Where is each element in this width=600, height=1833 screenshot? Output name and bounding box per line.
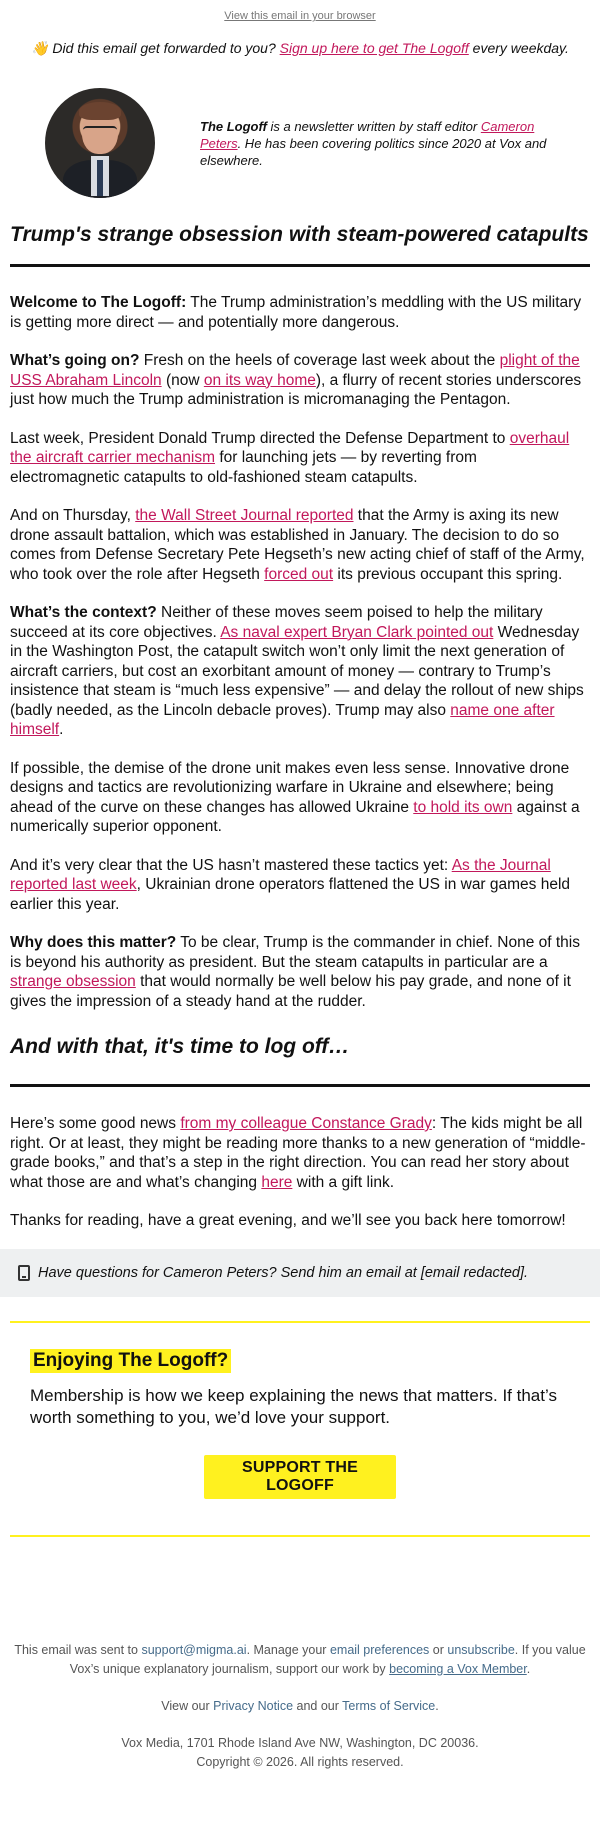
spacer — [0, 1537, 600, 1641]
text: (now — [161, 371, 204, 389]
question-box — [0, 1249, 600, 1297]
recipient-email-link[interactable]: support@migma.ai — [141, 1642, 247, 1657]
footer-notice — [10, 1641, 590, 1679]
author-link[interactable]: Cameron Peters — [200, 118, 535, 151]
text: and our — [293, 1698, 343, 1713]
author-avatar — [45, 88, 155, 198]
footer-copyright: Copyright © 2026. All rights reserved. — [196, 1754, 404, 1769]
privacy-notice-link[interactable]: Privacy Notice — [213, 1698, 294, 1713]
paragraph-good-news — [10, 1114, 590, 1192]
paragraph-context — [10, 603, 590, 740]
carrier-overhaul-link[interactable]: overhaul the aircraft carrier mechanism — [10, 429, 570, 466]
text: . Manage your — [246, 1642, 330, 1657]
author-section — [0, 84, 600, 202]
email-preferences-link[interactable]: email preferences — [329, 1642, 430, 1657]
text: And it’s very clear that the US hasn’t mastered these tactics yet: — [10, 856, 452, 874]
welcome-text: The Trump administration’s meddling with the US military is getting more direct — and potentially more dangerous. — [10, 294, 582, 331]
bryan-clark-link[interactable]: As naval expert Bryan Clark pointed out — [220, 623, 494, 641]
paragraph-drone-unit — [10, 759, 590, 837]
gift-link[interactable]: here — [261, 1173, 293, 1191]
text: : The kids might be all right. Or at least, they might be reading more thanks to a new generation of “middle-grade books,” and that’s a step in the right direction. You can read her story about what those are and what’s changing — [10, 1115, 586, 1191]
forward-text: Did this email get forwarded to you? — [52, 40, 276, 56]
text: Fresh on the heels of coverage last week about the — [139, 352, 500, 369]
welcome-label: Welcome to The Logoff: — [10, 294, 187, 311]
text: This email was sent to — [14, 1642, 142, 1657]
text: with a gift link. — [292, 1173, 395, 1191]
paragraph-welcome — [10, 293, 590, 332]
promo-text: Membership is how we keep explaining the news that matters. If that’s worth something to you, we’d love your support. — [30, 1385, 557, 1427]
paragraph-war-games — [10, 856, 590, 915]
logoff-subhead: And with that, it's time to log off… — [10, 1035, 350, 1058]
question-text: Have questions for Cameron Peters? Send him an email at [email redacted]. — [38, 1264, 529, 1281]
text: Wednesday in the Washington Post, the catapult switch won’t only limit the next generation of aircraft carriers, but cost an exorbitant amount of money — contrary to Trump’s insistence that steam is “much less expensive” — and delay the rollout of new ships (badly needed, as the Lincoln debacle proves). Trump may also — [10, 623, 584, 719]
uss-lincoln-link[interactable]: plight of the USS Abraham Lincoln — [10, 352, 580, 389]
headline: Trump's strange obsession with steam-powered catapults — [10, 223, 589, 246]
footer-legal-links — [10, 1697, 590, 1716]
name-after-himself-link[interactable]: name one after himself — [10, 701, 555, 738]
phone-icon — [18, 1265, 30, 1281]
paragraph-whats-going-on — [10, 351, 590, 410]
footer-address: Vox Media, 1701 Rhode Island Ave NW, Washington, DC 20036. — [121, 1735, 479, 1750]
text: or — [429, 1642, 448, 1657]
logoff-body — [0, 1087, 600, 1231]
constance-grady-link[interactable]: from my colleague Constance Grady — [180, 1115, 432, 1132]
vox-member-link[interactable]: becoming a Vox Member — [389, 1661, 527, 1676]
signup-link[interactable]: Sign up here to get The Logoff — [279, 40, 469, 56]
browser-link-row — [0, 0, 600, 26]
waving-hand-icon: 👋 — [31, 40, 49, 56]
text: Neither of these moves seem poised to help the military succeed at its core objectives. — [10, 604, 543, 641]
paragraph-catapults — [10, 429, 590, 488]
paragraph-why-matter — [10, 933, 590, 1011]
text: View our — [161, 1698, 214, 1713]
text: ), a flurry of recent stories underscores just how much the Trump administration is micromanaging the Pentagon. — [10, 371, 582, 408]
text: If possible, the demise of the drone unit makes even less sense. Innovative drone designs and tactics are revolutionizing warfare in Ukraine and elsewhere; being ahead of the curve on these changes has allowed Ukraine — [10, 759, 570, 816]
text: . — [435, 1698, 439, 1713]
text: that would normally be well below his pay grade, and none of it gives the impression of a steady hand at the rudder. — [10, 973, 571, 1010]
paragraph-drone-battalion — [10, 506, 590, 584]
author-blurb-pre: is a newsletter written by staff editor — [270, 118, 478, 134]
wsj-link[interactable]: the Wall Street Journal reported — [135, 507, 354, 524]
context-label: What’s the context? — [10, 604, 157, 621]
text: , Ukrainian drone operators flattened the US in war games held earlier this year. — [10, 876, 571, 913]
strange-obsession-link[interactable]: strange obsession — [10, 973, 136, 990]
text: . — [526, 1661, 531, 1676]
newsletter-name: The Logoff — [200, 118, 267, 134]
article-body — [0, 267, 600, 1011]
text: Last week, President Donald Trump directed the Defense Department to — [10, 429, 510, 447]
forward-tail: every weekday. — [472, 40, 569, 56]
terms-of-service-link[interactable]: Terms of Service — [342, 1698, 436, 1713]
journal-reported-link[interactable]: As the Journal reported last week — [10, 856, 551, 893]
author-blurb — [200, 118, 570, 169]
promo-title: Enjoying The Logoff? — [30, 1349, 231, 1373]
text: against a numerically superior opponent. — [10, 798, 580, 835]
text: that the Army is axing its new drone assault battalion, which was established in January. The decision to do so comes from Defense Secretary Pete Hegseth’s new acting chief of staff of the Army, who took over the role after Hegseth — [10, 507, 585, 583]
author-blurb-post: . He has been covering politics since 2020 at Vox and elsewhere. — [200, 135, 547, 168]
view-in-browser-link[interactable]: View this email in your browser — [224, 10, 376, 22]
text: And on Thursday, — [10, 507, 136, 524]
text: . — [59, 721, 64, 738]
membership-promo — [10, 1321, 590, 1537]
support-button[interactable]: SUPPORT THE LOGOFF — [204, 1455, 396, 1499]
text: for launching jets — by reverting from electromagnetic catapults to old-fashioned steam catapults. — [10, 449, 477, 486]
unsubscribe-link[interactable]: unsubscribe — [447, 1642, 515, 1657]
why-matter-label: Why does this matter? — [10, 934, 177, 951]
way-home-link[interactable]: on its way home — [203, 371, 316, 389]
hold-its-own-link[interactable]: to hold its own — [413, 798, 513, 816]
text: To be clear, Trump is the commander in chief. None of this is beyond his authority as president. But the steam catapults in particular are a — [10, 934, 580, 971]
text: its previous occupant this spring. — [333, 565, 563, 583]
forward-notice — [0, 26, 600, 84]
text: Here’s some good news — [10, 1115, 181, 1132]
paragraph-thanks: Thanks for reading, have a great evening, and we’ll see you back here tomorrow! — [10, 1212, 566, 1229]
footer — [0, 1641, 600, 1772]
text: . If you value Vox’s unique explanatory journalism, support our work by — [69, 1642, 586, 1676]
whats-going-on-label: What’s going on? — [10, 352, 140, 369]
forced-out-link[interactable]: forced out — [264, 565, 334, 583]
